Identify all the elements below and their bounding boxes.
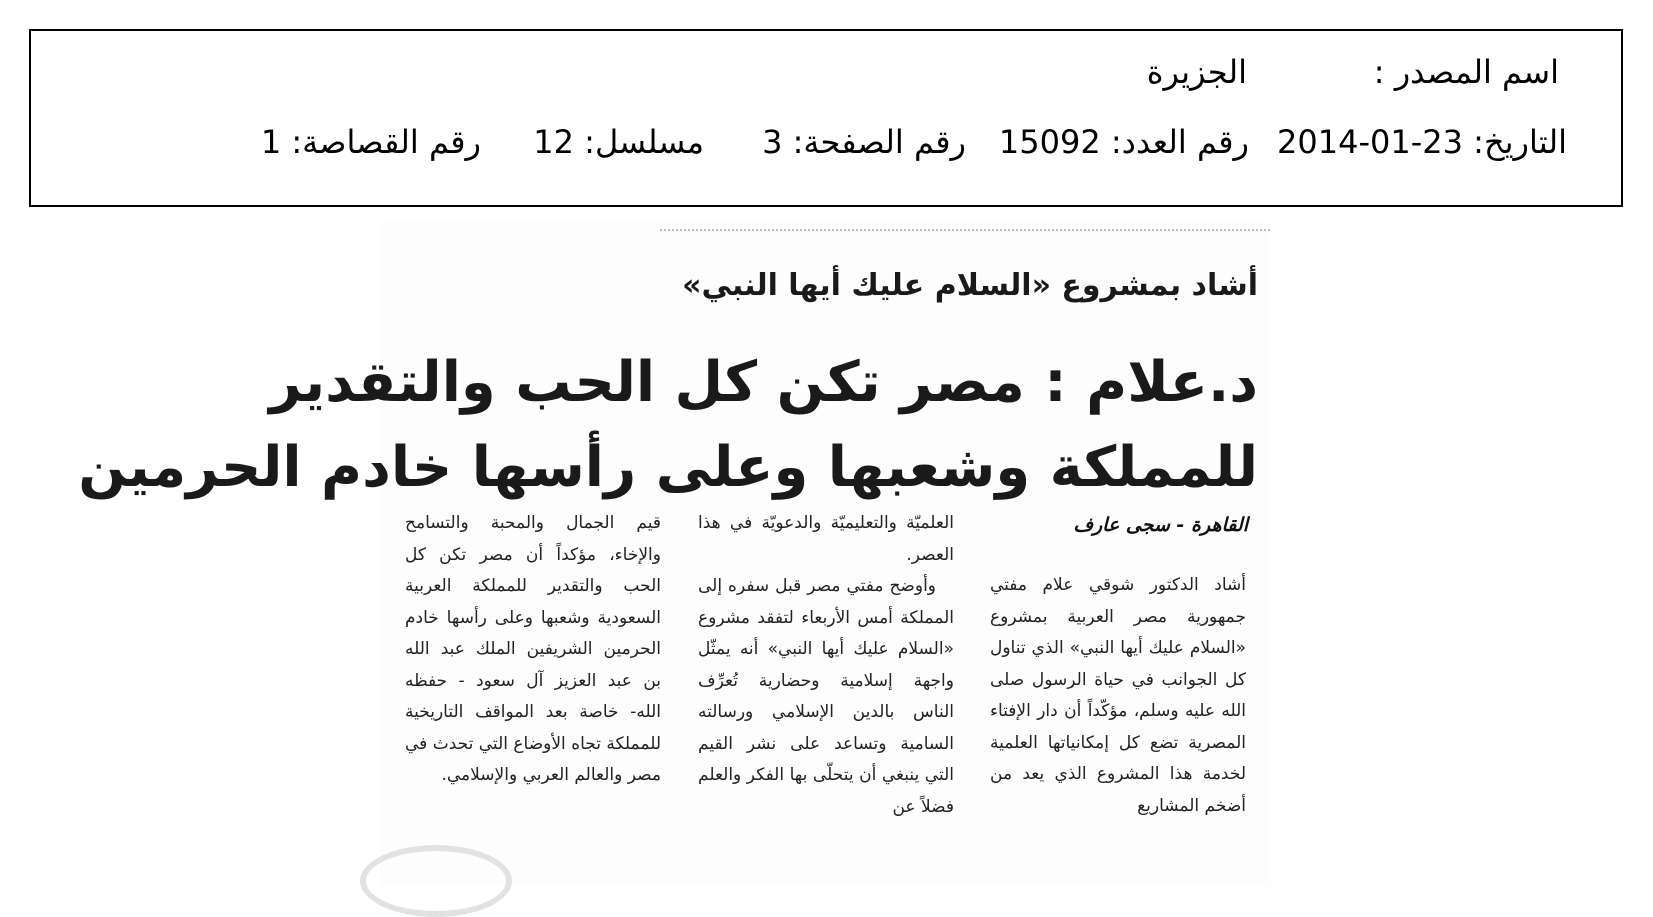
source-label: اسم المصدر : [1373,53,1559,91]
article-column-left [405,508,661,792]
paragraph: العلميّة والتعليميّة والدعويّة في هذا العصر. [698,513,954,565]
paragraph: وأوضح مفتي مصر قبل سفره إلى المملكة أمس الأربعاء لتفقد مشروع «السلام عليك أيها النبي» أنه يمثّل واجهة إسلامية وحضارية تُعرِّف الناس بالدين الإسلامي ورسالته السامية وتساعد على نشر القيم التي ينبغي أن يتحلّى بها الفكر والعلم فضلاً عن [698,576,954,817]
paragraph: أشاد الدكتور شوقي علام مفتي جمهورية مصر العربية بمشروع «السلام عليك أيها النبي» الذي تناول كل الجوانب في حياة الرسول صلى الله عليه وسلم، مؤكّداً أن دار الإفتاء المصرية تضع كل إمكانياتها العلمية لخدمة هذا المشروع الذي يعد من أضخم المشاريع [990,575,1246,816]
paragraph: قيم الجمال والمحبة والتسامح والإخاء، مؤكداً أن مصر تكن كل الحب والتقدير للمملكة العربية السعودية وشعبها وعلى رأسها خادم الحرمين الشريفين الملك عبد الله بن عبد العزيز آل سعود - حفظه الله- خاصة بعد المواقف التاريخية للمملكة تجاه الأوضاع التي تحدث في مصر والعالم العربي والإسلامي. [405,513,661,785]
issue-number-field: رقم العدد: 15092 [998,123,1249,161]
article-title-line-1: د.علام : مصر تكن كل الحب والتقدير [269,350,1258,415]
date-field: التاريخ: 23-01-2014 [1277,123,1567,161]
page-number-field: رقم الصفحة: 3 [762,123,966,161]
article-column-middle [698,508,954,823]
source-info-box [29,29,1623,207]
article-column-right [990,570,1246,822]
serial-field: مسلسل: 12 [533,123,704,161]
article-byline: القاهرة - سجى عارف [1073,514,1248,536]
watermark-seal [360,845,512,917]
clip-number-field: رقم القصاصة: 1 [260,123,481,161]
article-overline: أشاد بمشروع «السلام عليك أيها النبي» [682,268,1258,303]
article-title-line-2: للمملكة وشعبها وعلى رأسها خادم الحرمين [78,435,1258,500]
source-value: الجزيرة [1146,53,1247,91]
cropped-text-strip [660,229,1270,239]
